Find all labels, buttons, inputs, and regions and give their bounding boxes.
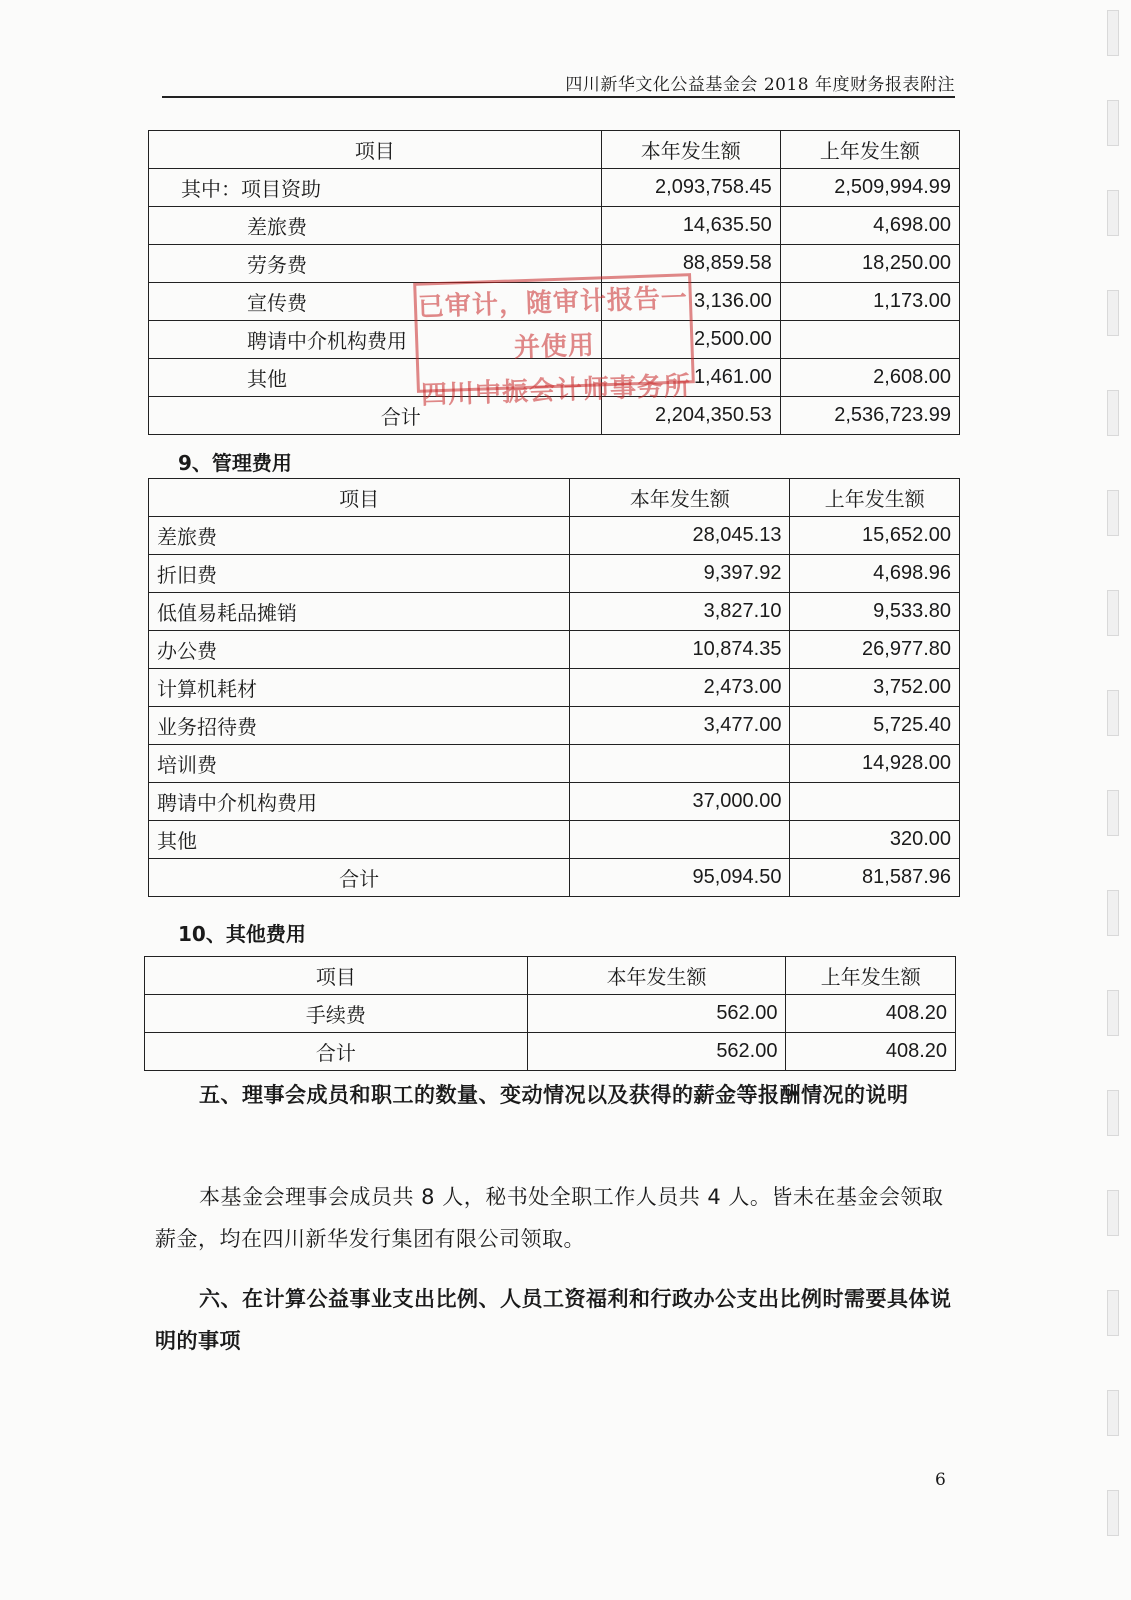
- row-prior: 14,928.00: [790, 745, 960, 783]
- page-number: 6: [935, 1470, 946, 1490]
- section-5-title: 五、理事会成员和职工的数量、变动情况以及获得的薪金等报酬情况的说明: [199, 1083, 909, 1107]
- row-current: 2,500.00: [601, 321, 780, 359]
- row-item: 差旅费: [149, 207, 602, 245]
- row-current: 562.00: [527, 995, 786, 1033]
- admin-expense-table: [148, 478, 960, 897]
- row-current: 3,477.00: [570, 707, 790, 745]
- row-item: 办公费: [149, 631, 570, 669]
- total-prior: 408.20: [786, 1033, 956, 1071]
- total-label: 合计: [149, 859, 570, 897]
- row-current: 14,635.50: [601, 207, 780, 245]
- section-9-title: 9、管理费用: [178, 451, 292, 475]
- row-prior: 26,977.80: [790, 631, 960, 669]
- col-header-prior: 上年发生额: [780, 131, 959, 169]
- col-header-prior: 上年发生额: [790, 479, 960, 517]
- table-row: [145, 995, 956, 1033]
- total-current: 2,204,350.53: [601, 397, 780, 435]
- row-current: [570, 821, 790, 859]
- table-row: [149, 245, 960, 283]
- row-item: 聘请中介机构费用: [149, 783, 570, 821]
- table-row: [149, 631, 960, 669]
- row-current: 37,000.00: [570, 783, 790, 821]
- total-current: 562.00: [527, 1033, 786, 1071]
- row-current: 10,874.35: [570, 631, 790, 669]
- total-label: 合计: [149, 397, 602, 435]
- col-header-current: 本年发生额: [527, 957, 786, 995]
- table-header-row: [149, 131, 960, 169]
- page-header: 四川新华文化公益基金会 2018 年度财务报表附注: [565, 75, 955, 95]
- row-current: 1,461.00: [601, 359, 780, 397]
- row-prior: 3,752.00: [790, 669, 960, 707]
- total-current: 95,094.50: [570, 859, 790, 897]
- section-10-title: 10、其他费用: [178, 922, 306, 946]
- row-prior: 2,509,994.99: [780, 169, 959, 207]
- row-prior: 1,173.00: [780, 283, 959, 321]
- row-item: 劳务费: [149, 245, 602, 283]
- row-current: 28,045.13: [570, 517, 790, 555]
- row-prior: 408.20: [786, 995, 956, 1033]
- row-item: 其中：项目资助: [149, 169, 602, 207]
- row-current: 3,136.00: [601, 283, 780, 321]
- col-header-prior: 上年发生额: [786, 957, 956, 995]
- header-rule: [162, 96, 955, 98]
- table-total-row: [145, 1033, 956, 1071]
- row-item: 宣传费: [149, 283, 602, 321]
- table-row: [149, 169, 960, 207]
- row-current: 9,397.92: [570, 555, 790, 593]
- stamp-line-2: 四川中振会计师事务所: [420, 371, 692, 411]
- row-prior: 320.00: [790, 821, 960, 859]
- col-header-current: 本年发生额: [601, 131, 780, 169]
- table-header-row: [149, 479, 960, 517]
- row-prior: 15,652.00: [790, 517, 960, 555]
- row-current: [570, 745, 790, 783]
- row-item: 差旅费: [149, 517, 570, 555]
- row-prior: 2,608.00: [780, 359, 959, 397]
- row-item: 其他: [149, 821, 570, 859]
- row-prior: 5,725.40: [790, 707, 960, 745]
- section-5-body: 本基金会理事会成员共 8 人，秘书处全职工作人员共 4 人。皆未在基金会领取薪金，均在四川新华发行集团有限公司领取。: [155, 1185, 944, 1251]
- table-header-row: [145, 957, 956, 995]
- other-expense-table: [144, 956, 956, 1071]
- table-row: [149, 207, 960, 245]
- row-item: 聘请中介机构费用: [149, 321, 602, 359]
- row-item: 其他: [149, 359, 602, 397]
- audit-stamp: [413, 273, 695, 411]
- row-current: 88,859.58: [601, 245, 780, 283]
- row-current: 2,093,758.45: [601, 169, 780, 207]
- total-label: 合计: [145, 1033, 528, 1071]
- row-item: 折旧费: [149, 555, 570, 593]
- table-row: [149, 593, 960, 631]
- row-item: 业务招待费: [149, 707, 570, 745]
- row-prior: 4,698.00: [780, 207, 959, 245]
- row-prior: 4,698.96: [790, 555, 960, 593]
- total-prior: 2,536,723.99: [780, 397, 959, 435]
- table-row: [149, 783, 960, 821]
- table-row: [149, 517, 960, 555]
- section-6-title: 六、在计算公益事业支出比例、人员工资福利和行政办公支出比例时需要具体说明的事项: [155, 1287, 952, 1353]
- row-prior: [790, 783, 960, 821]
- table-row: [149, 707, 960, 745]
- table-row: [149, 669, 960, 707]
- table-row: [149, 821, 960, 859]
- table-row: [149, 555, 960, 593]
- total-prior: 81,587.96: [790, 859, 960, 897]
- row-prior: [780, 321, 959, 359]
- stamp-line-1: 已审计，随审计报告一并使用: [417, 283, 689, 364]
- row-prior: 18,250.00: [780, 245, 959, 283]
- row-item: 低值易耗品摊销: [149, 593, 570, 631]
- table-total-row: [149, 859, 960, 897]
- row-current: 3,827.10: [570, 593, 790, 631]
- col-header-item: 项目: [149, 131, 602, 169]
- row-current: 2,473.00: [570, 669, 790, 707]
- table-row: [149, 745, 960, 783]
- col-header-item: 项目: [145, 957, 528, 995]
- row-prior: 9,533.80: [790, 593, 960, 631]
- binding-holes: [1103, 0, 1123, 1600]
- row-item: 计算机耗材: [149, 669, 570, 707]
- row-item: 培训费: [149, 745, 570, 783]
- row-item: 手续费: [145, 995, 528, 1033]
- col-header-item: 项目: [149, 479, 570, 517]
- col-header-current: 本年发生额: [570, 479, 790, 517]
